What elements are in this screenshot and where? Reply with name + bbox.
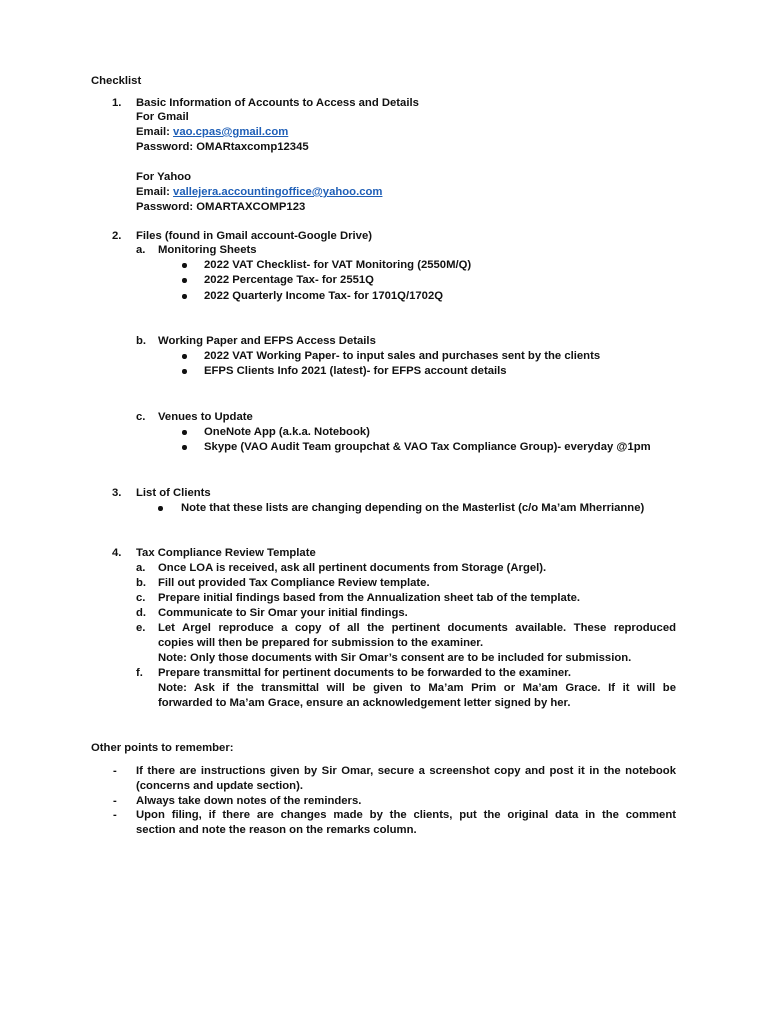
step-text: Communicate to Sir Omar your initial findings. [158, 607, 408, 619]
list-item: Upon filing, if there are changes made by the clients, put the original data in the comment [136, 809, 676, 821]
section-4-number: 4. [112, 547, 122, 559]
section-2a-letter: a. [136, 244, 146, 256]
section-4-heading: Tax Compliance Review Template [136, 547, 316, 559]
list-item: 2022 VAT Working Paper- to input sales and purchases sent by the clients [204, 350, 601, 362]
step-note: Note: Ask if the transmittal will be given to Ma’am Prim or Ma’am Grace. If it will be [158, 682, 676, 694]
gmail-password: Password: OMARtaxcomp12345 [136, 141, 309, 153]
bullet-icon [182, 263, 187, 268]
list-item: OneNote App (a.k.a. Notebook) [204, 426, 370, 438]
section-1-number: 1. [112, 97, 122, 109]
list-item: Always take down notes of the reminders. [136, 795, 362, 807]
step-text: Prepare initial findings based from the Annualization sheet tab of the template. [158, 592, 581, 604]
list-item: 2022 Quarterly Income Tax- for 1701Q/1702Q [204, 290, 444, 302]
yahoo-email-row [136, 185, 382, 200]
dash-marker: - [113, 809, 117, 821]
gmail-email-label: Email: [136, 126, 170, 138]
step-letter: e. [136, 622, 146, 634]
yahoo-email-link[interactable]: vallejera.accountingoffice@yahoo.com [173, 186, 383, 198]
section-3-heading: List of Clients [136, 487, 211, 499]
list-item: section and note the reason on the remarks column. [136, 824, 417, 836]
step-note: Note: Only those documents with Sir Omar’s consent are to be included for submission. [158, 652, 632, 664]
gmail-label: For Gmail [136, 111, 189, 123]
step-text: Let Argel reproduce a copy of all the pertinent documents available. These reproduced [158, 622, 676, 634]
gmail-email-link[interactable]: vao.cpas@gmail.com [173, 126, 289, 138]
yahoo-password: Password: OMARTAXCOMP123 [136, 201, 306, 213]
step-letter: b. [136, 577, 147, 589]
bullet-icon [182, 354, 187, 359]
section-2b-heading: Working Paper and EFPS Access Details [158, 335, 376, 347]
step-note: forwarded to Ma’am Grace, ensure an acknowledgement letter signed by her. [158, 697, 571, 709]
list-item: 2022 VAT Checklist- for VAT Monitoring (2550M/Q) [204, 259, 472, 271]
list-item: (concerns and update section). [136, 780, 303, 792]
yahoo-email-label: Email: [136, 186, 170, 198]
page-title: Checklist [91, 75, 142, 87]
list-item: EFPS Clients Info 2021 (latest)- for EFPS account details [204, 365, 507, 377]
list-item: Skype (VAO Audit Team groupchat & VAO Tax Compliance Group)- everyday @1pm [204, 441, 651, 453]
other-points-heading: Other points to remember: [91, 742, 234, 754]
bullet-icon [158, 506, 163, 511]
bullet-icon [182, 278, 187, 283]
step-letter: c. [136, 592, 146, 604]
section-3-number: 3. [112, 487, 122, 499]
section-2-heading: Files (found in Gmail account-Google Drive) [136, 230, 372, 242]
step-text: Once LOA is received, ask all pertinent documents from Storage (Argel). [158, 562, 547, 574]
step-text: Prepare transmittal for pertinent documents to be forwarded to the examiner. [158, 667, 572, 679]
section-2b-letter: b. [136, 335, 147, 347]
section-2c-heading: Venues to Update [158, 411, 253, 423]
bullet-icon [182, 369, 187, 374]
yahoo-label: For Yahoo [136, 171, 192, 183]
section-2a-heading: Monitoring Sheets [158, 244, 257, 256]
bullet-icon [182, 294, 187, 299]
gmail-email-row [136, 125, 288, 140]
step-letter: f. [136, 667, 143, 679]
step-letter: d. [136, 607, 147, 619]
dash-marker: - [113, 765, 117, 777]
bullet-icon [182, 445, 187, 450]
section-2-number: 2. [112, 230, 122, 242]
step-text: Fill out provided Tax Compliance Review template. [158, 577, 430, 589]
list-item: 2022 Percentage Tax- for 2551Q [204, 274, 374, 286]
bullet-icon [182, 430, 187, 435]
step-letter: a. [136, 562, 146, 574]
section-1-heading: Basic Information of Accounts to Access and Details [136, 97, 419, 109]
step-text: copies will then be prepared for submission to the examiner. [158, 637, 484, 649]
section-2c-letter: c. [136, 411, 146, 423]
list-item: If there are instructions given by Sir Omar, secure a screenshot copy and post it in the notebook [136, 765, 676, 777]
list-item: Note that these lists are changing depending on the Masterlist (c/o Ma’am Mherrianne) [181, 502, 645, 514]
dash-marker: - [113, 795, 117, 807]
